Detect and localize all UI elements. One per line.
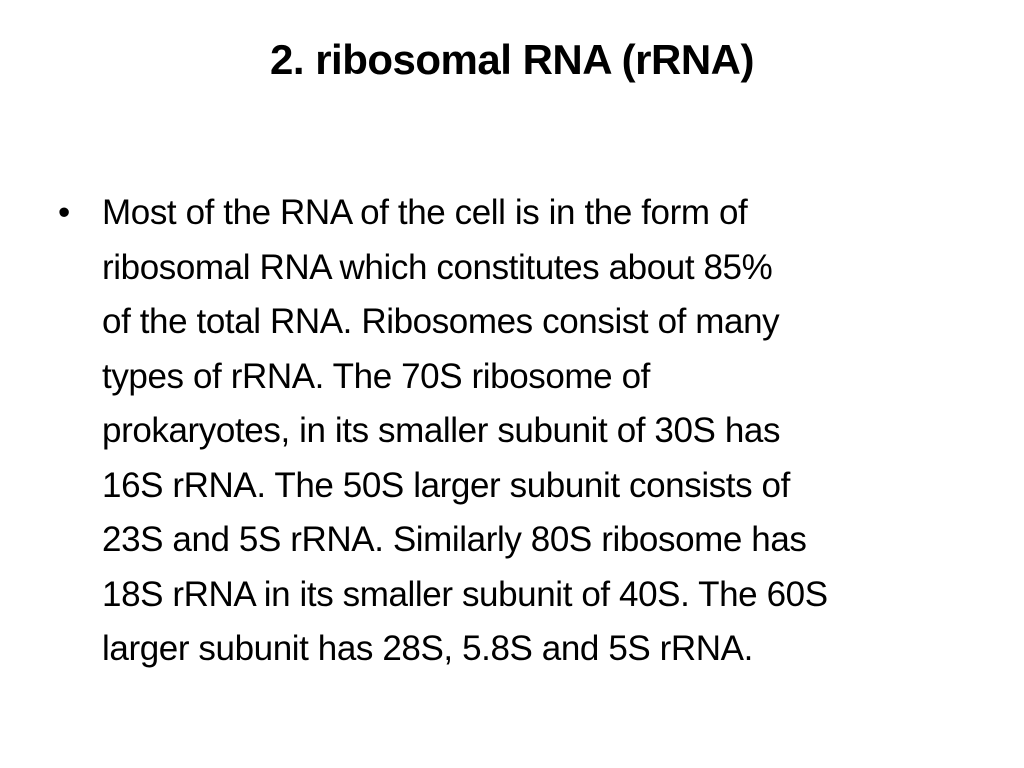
bullet-dot-icon: •	[58, 193, 70, 232]
bullet-text-line: types of rRNA. The 70S ribosome of	[102, 356, 650, 396]
bullet-text-line: larger subunit has 28S, 5.8S and 5S rRNA.	[102, 629, 753, 668]
bullet-text-line: 23S and 5S rRNA. Similarly 80S ribosome has	[102, 520, 807, 559]
slide-title: 2. ribosomal RNA (rRNA)	[270, 36, 754, 83]
bullet-text-line: 16S rRNA. The 50S larger subunit consists of	[102, 465, 790, 505]
bullet-item	[58, 186, 978, 677]
bullet-text-line: prokaryotes, in its smaller subunit of 30S has	[102, 411, 781, 450]
bullet-text-line: ribosomal RNA which constitutes about 85%	[102, 247, 773, 287]
bullet-text-line: Most of the RNA of the cell is in the form of	[102, 193, 748, 232]
bullet-text-line: of the total RNA. Ribosomes consist of many	[102, 302, 780, 341]
bullet-list	[58, 186, 978, 677]
bullet-text-line: 18S rRNA in its smaller subunit of 40S. The 60S	[102, 574, 828, 614]
